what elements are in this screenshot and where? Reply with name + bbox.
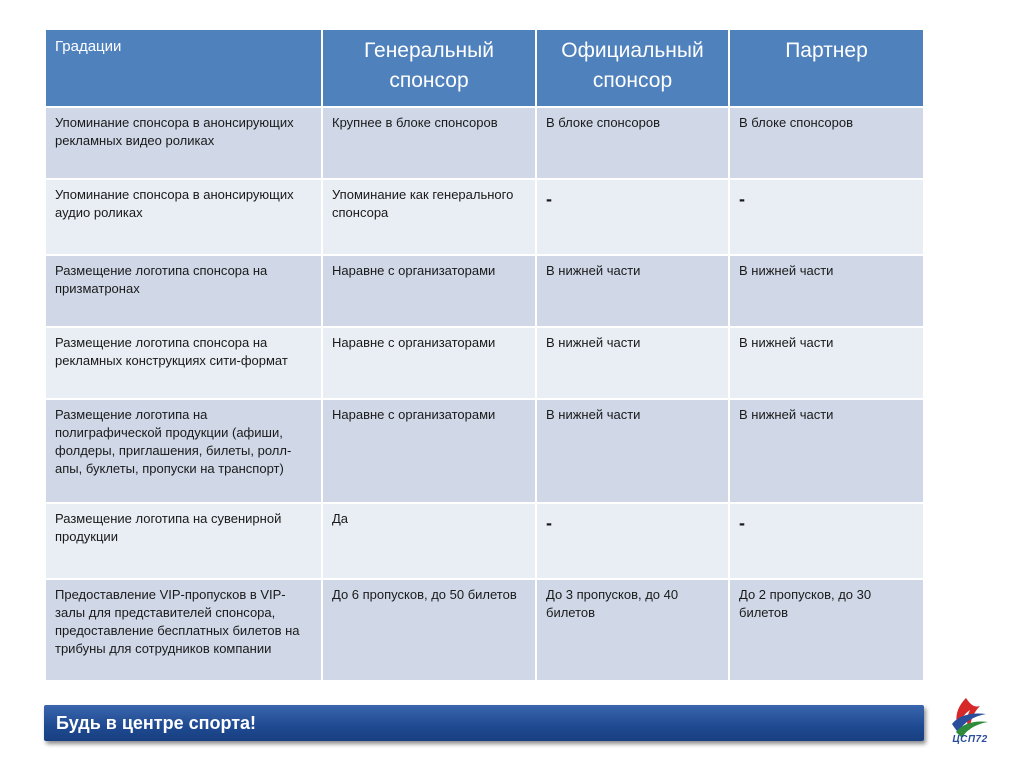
sponsorship-table	[44, 28, 925, 682]
row-gradation-cell: Упоминание спонсора в анонсирующих аудио роликах	[45, 179, 322, 255]
table-row	[45, 327, 924, 399]
header-general-sponsor: Генеральный спонсор	[322, 29, 536, 107]
row-gradation-cell: Предоставление VIP-пропусков в VIP-залы для представителей спонсора, предоставление бесплатных билетов на трибуны для сотрудников компании	[45, 579, 322, 681]
sponsorship-table-container	[44, 28, 923, 682]
table-header-row	[45, 29, 924, 107]
row-gradation-cell: Размещение логотипа на сувенирной продукции	[45, 503, 322, 579]
row-official-cell: -	[536, 179, 729, 255]
row-general-cell: Наравне с организаторами	[322, 399, 536, 503]
table-row	[45, 179, 924, 255]
row-partner-cell: До 2 пропусков, до 30 билетов	[729, 579, 924, 681]
row-partner-cell: В блоке спонсоров	[729, 107, 924, 179]
table-row	[45, 399, 924, 503]
row-official-cell: -	[536, 503, 729, 579]
row-partner-cell: -	[729, 179, 924, 255]
slogan-banner: Будь в центре спорта!	[44, 705, 924, 741]
row-official-cell: В блоке спонсоров	[536, 107, 729, 179]
row-partner-cell: -	[729, 503, 924, 579]
row-partner-cell: В нижней части	[729, 255, 924, 327]
row-gradation-cell: Размещение логотипа спонсора на призматронах	[45, 255, 322, 327]
table-row	[45, 579, 924, 681]
row-general-cell: До 6 пропусков, до 50 билетов	[322, 579, 536, 681]
row-official-cell: В нижней части	[536, 327, 729, 399]
row-official-cell: В нижней части	[536, 255, 729, 327]
row-general-cell: Крупнее в блоке спонсоров	[322, 107, 536, 179]
row-official-cell: До 3 пропусков, до 40 билетов	[536, 579, 729, 681]
logo-text: ЦСП72	[952, 734, 988, 745]
table-row	[45, 503, 924, 579]
row-general-cell: Наравне с организаторами	[322, 327, 536, 399]
row-gradation-cell: Упоминание спонсора в анонсирующих рекламных видео роликах	[45, 107, 322, 179]
header-official-sponsor: Официальный спонсор	[536, 29, 729, 107]
row-general-cell: Наравне с организаторами	[322, 255, 536, 327]
row-partner-cell: В нижней части	[729, 327, 924, 399]
row-general-cell: Упоминание как генерального спонсора	[322, 179, 536, 255]
row-gradation-cell: Размещение логотипа спонсора на рекламных конструкциях сити-формат	[45, 327, 322, 399]
table-row	[45, 255, 924, 327]
row-partner-cell: В нижней части	[729, 399, 924, 503]
table-row	[45, 107, 924, 179]
header-gradations: Градации	[45, 29, 322, 107]
row-gradation-cell: Размещение логотипа на полиграфической продукции (афиши, фолдеры, приглашения, билеты, ролл-апы, буклеты, пропуски на транспорт)	[45, 399, 322, 503]
row-official-cell: В нижней части	[536, 399, 729, 503]
row-general-cell: Да	[322, 503, 536, 579]
header-partner: Партнер	[729, 29, 924, 107]
